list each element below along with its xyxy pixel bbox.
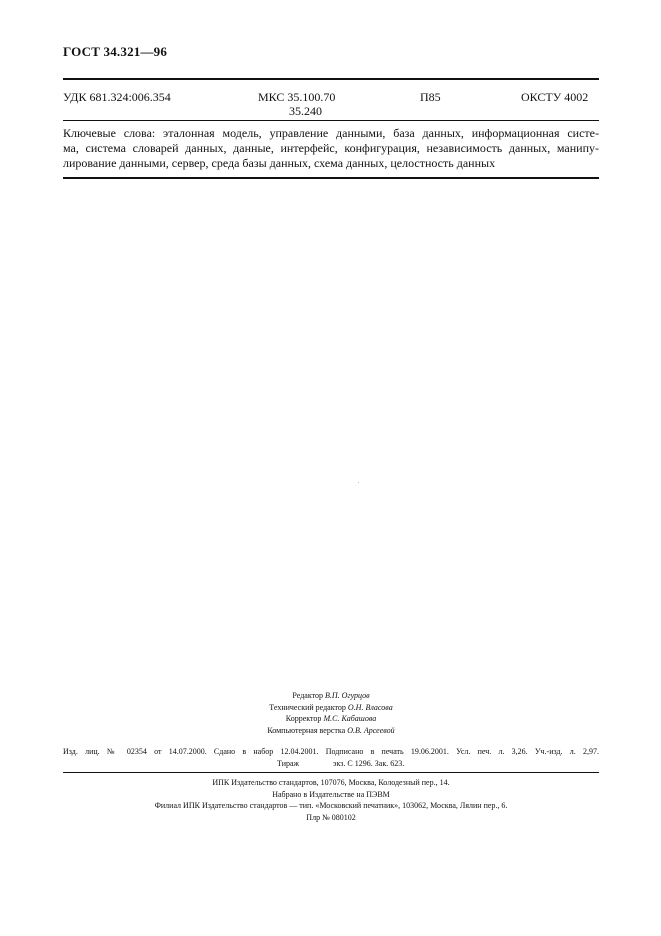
classification-rule: [63, 120, 599, 121]
credit-editor: [200, 690, 462, 702]
credit-name: О.Н. Власова: [347, 702, 393, 712]
credit-name: О.В. Арсеевой: [347, 725, 395, 735]
credit-tech-editor: [200, 702, 462, 714]
credits-block: [200, 690, 462, 736]
top-rule: [63, 78, 599, 80]
printer-info: [63, 777, 599, 823]
printer-line: Филиал ИПК Издательство стандартов — тип. «Московский печатник», 103062, Москва, Лялин пер., 6.: [154, 801, 508, 810]
group-code: П85: [420, 90, 441, 104]
credit-label: Компьютерная верстка: [267, 725, 346, 735]
credit-label: Редактор: [292, 691, 323, 700]
okstu-code: ОКСТУ 4002: [521, 90, 589, 104]
publication-info: Изд. лиц. № 02354 от 14.07.2000. Сдано в набор 12.04.2001. Подписано в печать 19.06.2001. Усл. печ. л. 3,26. Уч.-изд. л. 2,97.: [63, 747, 599, 756]
printer-line: Плр № 080102: [306, 812, 356, 822]
keywords-line: Ключевые слова: эталонная модель, управление данными, база данных, информационная систе-: [63, 126, 599, 140]
keywords-rule: [63, 177, 599, 179]
print-run-details: экз. С 1296. Зак. 623.: [333, 759, 405, 768]
credit-name: М.С. Кабашова: [323, 714, 377, 723]
credit-label: Технический редактор: [269, 702, 346, 712]
printer-rule: [63, 772, 599, 773]
credit-layout: [200, 725, 462, 737]
printer-line: ИПК Издательство стандартов, 107076, Москва, Колодезный пер., 14.: [212, 778, 450, 787]
mks-code-secondary: 35.240: [289, 104, 322, 118]
credit-corrector: [200, 713, 462, 725]
standard-code: ГОСТ 34.321—96: [63, 44, 168, 59]
keywords-line: лирование данными, сервер, среда базы данных, схема данных, целостность данных: [63, 156, 496, 170]
credit-name: В.П. Огурцов: [325, 691, 370, 700]
print-run-label: Тираж: [277, 759, 300, 768]
mks-code: МКС 35.100.70: [258, 90, 336, 104]
scan-speck: [358, 482, 359, 483]
keywords-line: ма, система словарей данных, данные, интерфейс, конфигурация, независимость данных, манипу-: [63, 141, 599, 155]
credit-label: Корректор: [285, 714, 322, 723]
print-run-info: [277, 758, 404, 770]
udk-code: УДК 681.324:006.354: [63, 90, 171, 104]
printer-line: Набрано в Издательстве на ПЭВМ: [272, 789, 390, 799]
keywords-paragraph: [63, 126, 599, 171]
